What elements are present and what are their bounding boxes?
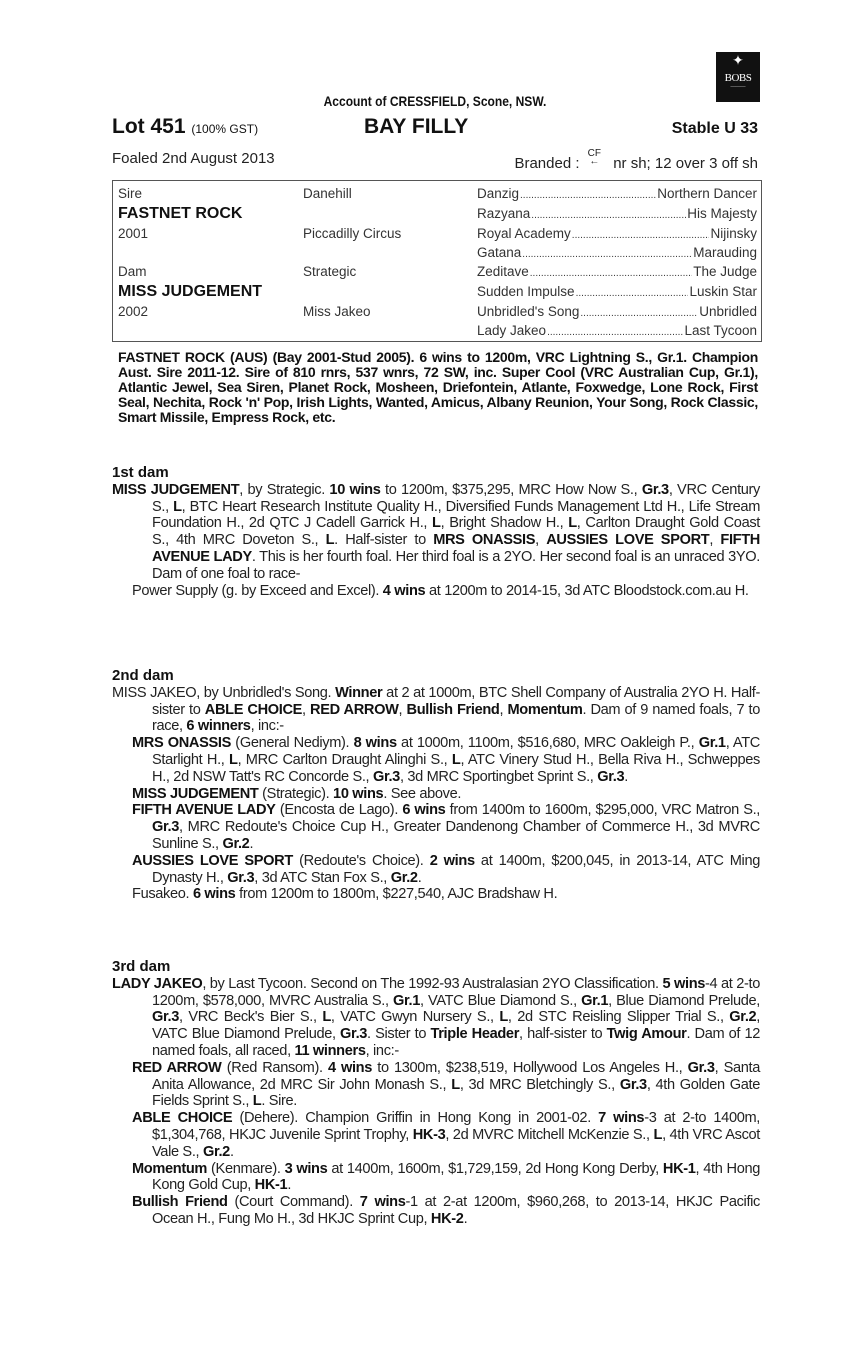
record-text: 4 wins bbox=[327, 1059, 373, 1076]
record-text: Gr.3 bbox=[687, 1059, 715, 1076]
pedigree-table bbox=[112, 180, 762, 342]
pedigree-gen3-row bbox=[477, 186, 757, 201]
record-text: , Bright Shadow H., bbox=[440, 515, 569, 532]
record-text: ABLE CHOICE bbox=[132, 1110, 233, 1127]
record-text: , bbox=[535, 532, 547, 549]
record-text: , bbox=[709, 532, 721, 549]
record-text: L bbox=[568, 515, 577, 532]
record-text: . Half-sister to bbox=[334, 532, 434, 549]
record-text: 10 wins bbox=[333, 785, 384, 802]
record-text: MISS JUDGEMENT bbox=[112, 481, 240, 498]
record-text: HK-2 bbox=[430, 1210, 464, 1227]
record-text: 11 winners bbox=[294, 1042, 366, 1059]
record-text: (General Nediym). bbox=[230, 735, 354, 752]
record-text: , 3d ATC Stan Fox S., bbox=[254, 869, 391, 886]
leader-dots bbox=[520, 186, 656, 201]
gen3-horse: Zeditave bbox=[477, 264, 529, 279]
gen3-horse: Danzig bbox=[477, 186, 520, 201]
record-text: . bbox=[287, 1177, 292, 1194]
record-text: (Dehere). Champion Griffin in Hong Kong in 2001-02. bbox=[232, 1110, 599, 1127]
record-text: 10 wins bbox=[329, 481, 381, 498]
record-text: 6 wins bbox=[402, 802, 446, 819]
record-text: L bbox=[325, 532, 335, 549]
record-text: L bbox=[451, 751, 461, 768]
produce-record bbox=[112, 802, 760, 852]
record-text: L bbox=[252, 1093, 262, 1110]
gen3-horse: Gatana bbox=[477, 245, 522, 260]
gen3-horse: Unbridled's Song bbox=[477, 304, 580, 319]
record-text: Gr.2 bbox=[202, 1143, 230, 1160]
record-text: from 1400m to 1600m, $295,000, VRC Matron S., bbox=[445, 802, 761, 819]
record-text: LADY JAKEO bbox=[112, 975, 203, 992]
horse-description: BAY FILLY bbox=[364, 115, 469, 138]
gen3-sire: Last Tycoon bbox=[684, 323, 757, 338]
gen3-horse: Lady Jakeo bbox=[477, 323, 547, 338]
record-text: RED ARROW bbox=[132, 1059, 222, 1076]
record-text: . bbox=[417, 869, 422, 886]
produce-record bbox=[112, 1161, 760, 1195]
record-text: . See above. bbox=[383, 785, 462, 802]
leader-dots bbox=[576, 284, 689, 299]
pedigree-gen3-row bbox=[477, 323, 757, 338]
record-text: AUSSIES LOVE SPORT bbox=[546, 532, 710, 549]
record-text: MISS JAKEO, by Unbridled's Song. bbox=[112, 684, 336, 701]
record-text: Gr.3 bbox=[152, 1009, 179, 1026]
record-text: , ATC Vinery Stud H., Bella Riva H., Schweppes H., 2d NSW Tatt's RC Concorde S., bbox=[152, 751, 760, 785]
record-text: 7 wins bbox=[359, 1194, 406, 1211]
record-text: , by Last Tycoon. Second on The 1992-93 Australasian 2YO Classification. bbox=[202, 975, 663, 992]
section-heading: 1st dam bbox=[112, 464, 169, 481]
sire-label: Sire bbox=[118, 186, 143, 201]
dam-sire: Strategic bbox=[303, 264, 357, 279]
pedigree-gen3-row bbox=[477, 284, 757, 299]
record-text: . This is her fourth foal. Her third foal is a 2YO. Her second foal is an unraced 3YO. Dam of one foal to race- bbox=[152, 548, 760, 582]
record-text: Gr.2 bbox=[729, 1009, 757, 1026]
record-text: Gr.1 bbox=[393, 992, 421, 1009]
record-text: L bbox=[499, 1009, 508, 1026]
record-text: FIFTH AVENUE LADY bbox=[132, 802, 276, 819]
foaling-date: Foaled 2nd August 2013 bbox=[112, 150, 275, 167]
record-text: . Sister to bbox=[367, 1026, 431, 1043]
record-text: AUSSIES LOVE SPORT bbox=[132, 852, 293, 869]
record-text: . bbox=[249, 835, 254, 852]
record-text: (Red Ransom). bbox=[221, 1059, 328, 1076]
record-text: Gr.3 bbox=[227, 869, 255, 886]
produce-record bbox=[112, 1110, 760, 1160]
gst-note: (100% GST) bbox=[191, 122, 259, 136]
branded-label: Branded : bbox=[514, 155, 580, 172]
record-text: , MRC Redoute's Choice Cup H., Greater Dandenong Chamber of Commerce H., 3d MVRC Sunline S., bbox=[152, 819, 760, 852]
record-text: L bbox=[451, 1076, 460, 1093]
record-text: HK-1 bbox=[254, 1177, 288, 1194]
record-text: (Strategic). bbox=[258, 785, 334, 802]
record-text: . Sire. bbox=[261, 1093, 298, 1110]
section-heading: 3rd dam bbox=[112, 958, 171, 975]
record-text: , 4th VRC Ascot Vale S., bbox=[152, 1126, 761, 1160]
gen3-horse: Sudden Impulse bbox=[477, 284, 575, 299]
record-text: to 1200m, $375,295, MRC How Now S., bbox=[380, 481, 642, 498]
record-text: Fusakeo. bbox=[132, 886, 193, 903]
pedigree-gen3-row bbox=[477, 206, 757, 221]
brand-mark: CF ← bbox=[587, 148, 602, 167]
record-text: HK-1 bbox=[662, 1160, 696, 1177]
record-text: , BTC Heart Research Institute Quality H., Diversified Funds Management Ltd H., Life Stream Foundation H., 2d QTC J Cadell Garrick H., bbox=[152, 498, 761, 532]
record-text: . Dam of 12 named foals, all raced, bbox=[152, 1026, 760, 1059]
pedigree-gen3-row bbox=[477, 264, 757, 279]
produce-record bbox=[112, 853, 760, 887]
record-text: , bbox=[302, 701, 311, 718]
leader-dots bbox=[530, 264, 692, 279]
record-text: Gr.1 bbox=[581, 992, 609, 1009]
record-text: at 1200m to 2014-15, 3d ATC Bloodstock.com.au H. bbox=[425, 582, 749, 599]
record-text: , 4th Hong Kong Gold Cup, bbox=[152, 1160, 761, 1194]
record-text: , Santa Anita Allowance, 2d MRC Sir John Monash S., bbox=[152, 1059, 760, 1093]
dam-section bbox=[112, 959, 760, 1228]
record-text: L bbox=[653, 1126, 663, 1143]
record-text: , Carlton Draught Gold Coast S., 4th MRC Doveton S., bbox=[152, 515, 760, 549]
record-text: L bbox=[322, 1009, 331, 1026]
record-text: L bbox=[432, 515, 441, 532]
gen3-sire: Nijinsky bbox=[710, 226, 757, 241]
record-text: , VATC Blue Diamond S., bbox=[420, 992, 582, 1009]
dam-label: Dam bbox=[118, 264, 147, 279]
brand-mark-text: CF bbox=[587, 148, 602, 159]
record-text: 3 wins bbox=[284, 1160, 328, 1177]
record-text: Power Supply (g. by Exceed and Excel). bbox=[132, 582, 383, 599]
record-text: , half-sister to bbox=[519, 1026, 607, 1043]
record-text: Gr.2 bbox=[222, 835, 250, 852]
record-text: , MRC Carlton Draught Alinghi S., bbox=[237, 751, 452, 768]
record-text: Gr.3 bbox=[152, 819, 179, 836]
record-text: , VRC Beck's Bier S., bbox=[179, 1009, 323, 1026]
record-text: 6 winners bbox=[186, 718, 251, 735]
record-text: (Encosta de Lago). bbox=[275, 802, 403, 819]
sire-name: FASTNET ROCK bbox=[118, 205, 243, 222]
record-text: from 1200m to 1800m, $227,540, AJC Bradshaw H. bbox=[235, 886, 558, 903]
record-text: , bbox=[499, 701, 508, 718]
record-text: . Dam of 9 named foals, 7 to race, bbox=[152, 701, 760, 735]
lot-label: Lot 451 bbox=[112, 115, 186, 138]
leader-dots bbox=[580, 304, 698, 319]
record-text: , VRC Century S., bbox=[152, 481, 760, 515]
produce-record bbox=[112, 976, 760, 1060]
record-text: to 1300m, $238,519, Hollywood Los Angeles H., bbox=[372, 1059, 688, 1076]
record-text: Momentum bbox=[132, 1160, 208, 1177]
sire-year: 2001 bbox=[118, 226, 149, 241]
pedigree-gen3-row bbox=[477, 245, 757, 260]
gen3-sire: Unbridled bbox=[699, 304, 757, 319]
record-text: ABLE CHOICE bbox=[204, 701, 303, 718]
record-text: , bbox=[398, 701, 407, 718]
produce-record bbox=[112, 735, 760, 785]
record-text: Gr.3 bbox=[619, 1076, 647, 1093]
record-text: , inc:- bbox=[250, 718, 284, 735]
record-text: MRS ONASSIS bbox=[132, 735, 231, 752]
record-text: 8 wins bbox=[353, 735, 397, 752]
produce-record bbox=[112, 1060, 760, 1110]
pedigree-gen3-row bbox=[477, 226, 757, 241]
record-text: , 3d MRC Bletchingly S., bbox=[459, 1076, 620, 1093]
record-text: Gr.2 bbox=[390, 869, 418, 886]
logo-text: BOBS bbox=[724, 72, 752, 84]
record-text: Gr.1 bbox=[698, 735, 726, 752]
record-text: at 2 at 1000m, BTC Shell Company of Australia 2YO H. Half-sister to bbox=[152, 684, 760, 718]
record-text: (Kenmare). bbox=[207, 1160, 285, 1177]
record-text: (Court Command). bbox=[227, 1194, 360, 1211]
record-text: 6 wins bbox=[192, 886, 236, 903]
record-text: , inc:- bbox=[365, 1042, 399, 1059]
record-text: Winner bbox=[335, 684, 383, 701]
record-text: Momentum bbox=[507, 701, 583, 718]
record-text: , VATC Blue Diamond Prelude, bbox=[152, 1009, 761, 1043]
record-text: , VATC Gwyn Nursery S., bbox=[330, 1009, 500, 1026]
logo-subtext: ——— bbox=[730, 85, 746, 90]
record-text: Bullish Friend bbox=[132, 1194, 228, 1211]
produce-record bbox=[112, 786, 760, 803]
gen3-horse: Razyana bbox=[477, 206, 531, 221]
dam-section bbox=[112, 668, 760, 903]
record-text: . bbox=[624, 768, 628, 785]
record-text: . bbox=[463, 1210, 468, 1227]
record-text: MRS ONASSIS bbox=[433, 532, 536, 549]
dam-dam: Miss Jakeo bbox=[303, 304, 371, 319]
brand-info bbox=[514, 150, 758, 172]
produce-record bbox=[112, 482, 760, 583]
lot-number bbox=[112, 115, 258, 139]
record-text: Gr.3 bbox=[340, 1026, 368, 1043]
record-text: -4 at 2-to 1200m, $578,000, MVRC Australia S., bbox=[152, 975, 760, 1009]
record-text: at 1400m, $200,045, in 2013-14, ATC Ming Dynasty H., bbox=[152, 852, 760, 886]
record-text: , 2d STC Reisling Slipper Trial S., bbox=[507, 1009, 730, 1026]
leader-dots bbox=[572, 226, 710, 241]
gen3-sire: Luskin Star bbox=[689, 284, 757, 299]
produce-record bbox=[112, 1194, 760, 1228]
record-text: , ATC Starlight H., bbox=[152, 735, 760, 768]
produce-record bbox=[112, 886, 760, 903]
dam-section bbox=[112, 465, 760, 599]
record-text: Twig Amour bbox=[606, 1026, 687, 1043]
leader-dots bbox=[522, 245, 692, 260]
record-text: , by Strategic. bbox=[239, 481, 330, 498]
record-text: L bbox=[228, 751, 238, 768]
leader-dots bbox=[531, 206, 686, 221]
record-text: -1 at 2-at 1200m, $960,268, to 2013-14, HKJC Pacific Ocean H., Fung Mo H., 3d HKJC Sprint Cup, bbox=[152, 1194, 760, 1227]
vendor-account: Account of CRESSFIELD, Scone, NSW. bbox=[323, 93, 547, 109]
record-text: , 2d MVRC Mitchell McKenzie S., bbox=[445, 1126, 654, 1143]
record-text: -3 at 2-to 1400m, $1,304,768, HKJC Juvenile Sprint Trophy, bbox=[152, 1110, 760, 1143]
record-text: , 4th Golden Gate Fields Sprint S., bbox=[152, 1076, 760, 1110]
record-text: Gr.3 bbox=[641, 481, 669, 498]
record-text: . bbox=[229, 1143, 234, 1160]
dam-year: 2002 bbox=[118, 304, 149, 319]
gen3-sire: His Majesty bbox=[687, 206, 757, 221]
record-text: 5 wins bbox=[662, 975, 706, 992]
record-text: 2 wins bbox=[429, 852, 475, 869]
record-text: , 3d MRC Sportingbet Sprint S., bbox=[399, 768, 598, 785]
sire-dam: Piccadilly Circus bbox=[303, 226, 402, 241]
record-text: Gr.3 bbox=[372, 768, 400, 785]
stable-location: Stable U 33 bbox=[671, 120, 758, 137]
record-text: FIFTH AVENUE LADY bbox=[152, 532, 760, 565]
record-text: Bullish Friend bbox=[406, 701, 500, 718]
produce-record bbox=[112, 583, 760, 600]
record-text: MISS JUDGEMENT bbox=[132, 785, 259, 802]
record-text: Gr.3 bbox=[597, 768, 625, 785]
record-text: , Blue Diamond Prelude, bbox=[608, 992, 761, 1009]
sire-summary: FASTNET ROCK (AUS) (Bay 2001-Stud 2005). 6 wins to 1200m, VRC Lightning S., Gr.1. Champion Aust. Sire 2011-12. Sire of 810 rnrs, 537 wnrs, 72 SW, inc. Super Cool (VRC Australian Cup, Gr.1), Atlantic Jewel, Sea Siren, Planet Rock, Mosheen, Driefontein, Atlante, Foxwedge, Lone Rock, First Seal, Nechita, Rock 'n' Pop, Irish Lights, Wanted, Amicus, Albany Reunion, Your Song, Rock Classic, Smart Missile, Empress Rock, etc. bbox=[118, 349, 758, 425]
leader-dots bbox=[547, 323, 683, 338]
bobs-logo bbox=[716, 52, 760, 102]
record-text: (Redoute's Choice). bbox=[292, 852, 430, 869]
gen3-sire: Marauding bbox=[693, 245, 757, 260]
record-text: 7 wins bbox=[598, 1110, 645, 1127]
gen3-sire: Northern Dancer bbox=[657, 186, 757, 201]
record-text: Triple Header bbox=[430, 1026, 520, 1043]
brand-description: nr sh; 12 over 3 off sh bbox=[613, 155, 758, 172]
record-text: 4 wins bbox=[382, 582, 426, 599]
record-text: HK-3 bbox=[412, 1126, 446, 1143]
sire-sire: Danehill bbox=[303, 186, 352, 201]
record-text: at 1000m, 1100m, $516,680, MRC Oakleigh P., bbox=[396, 735, 699, 752]
gen3-horse: Royal Academy bbox=[477, 226, 571, 241]
produce-record bbox=[112, 685, 760, 735]
record-text: at 1400m, 1600m, $1,729,159, 2d Hong Kong Derby, bbox=[327, 1160, 663, 1177]
pedigree-gen3-row bbox=[477, 304, 757, 319]
gen3-sire: The Judge bbox=[693, 264, 757, 279]
dam-name: MISS JUDGEMENT bbox=[118, 283, 263, 300]
record-text: RED ARROW bbox=[310, 701, 399, 718]
section-heading: 2nd dam bbox=[112, 667, 174, 684]
bird-icon: ✦ bbox=[732, 54, 744, 69]
record-text: L bbox=[173, 498, 182, 515]
